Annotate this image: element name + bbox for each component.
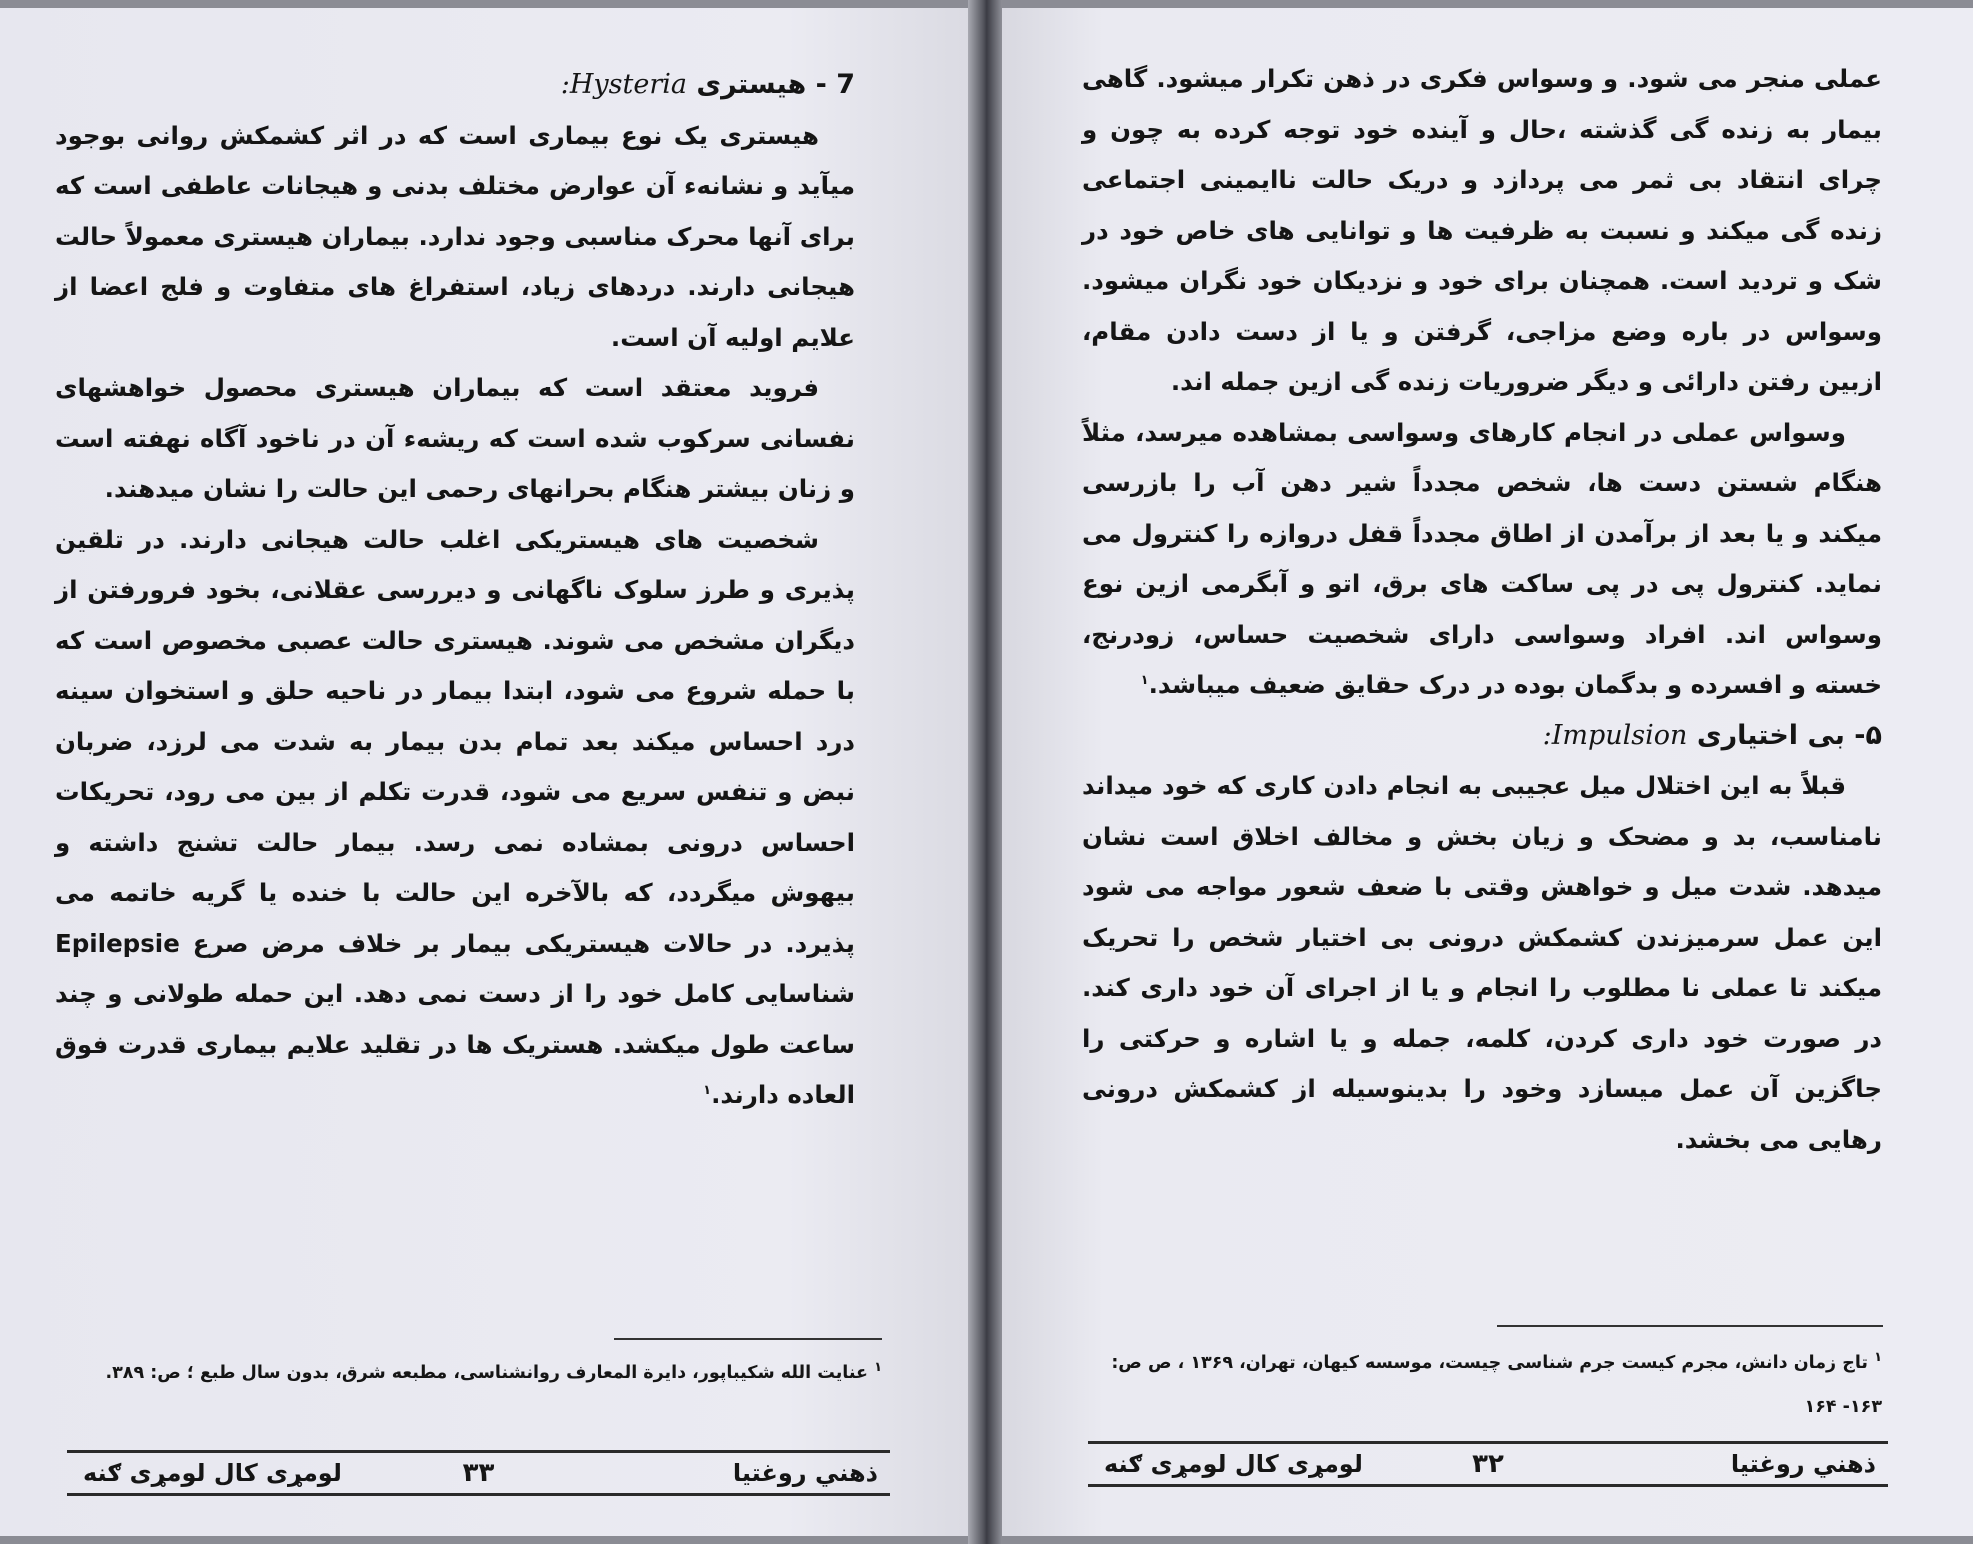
heading-english-term: Hysteria: xyxy=(560,69,687,100)
footer-journal-title: ذهني روغتيا xyxy=(732,1459,878,1487)
paragraph-text: وسواس عملی در انجام کارهای وسواسی بمشاهده میرسد، مثلاً هنگام شستن دست ها، شخص مجدداً شیر دهن آب را بازرسی میکند و یا بعد از برآمدن از اطاق مجدداً قفل دروازه را کنترول می نماید. کنترول پی در پی ساکت های برق، اتو و آبگرمی ازین نوع وسواس اند. افراد وسواسی دارای شخصیت حساس، زودرنج، خسته و افسرده و بدگمان بوده در درک حقایق ضعیف میباشد. xyxy=(1082,417,1882,699)
paragraph: قبلاً به این اختلال میل عجیبی به انجام دادن کاری که خود میداند نامناسب، بد و مضحک و زیان بخش و مخالف اخلاق است نشان میدهد. شدت میل و خواهش وقتی با ضعف شعور مواجه می شود این عمل سرمیزندن کشمکش درونی بی اختیار شخص را تحریک میکند تا عملی نا مطلوب را انجام و یا از اجرای آن خود داری کند. در صورت خود داری کردن، کلمه، جمله و یا اشاره و حرکتی را جاگزین آن عمل میسازد وخود را بدینوسیله از کشمکش درونی رهایی می بخشد. xyxy=(1082,771,1882,1154)
footnote-text: تاج زمان دانش، مجرم کیست جرم شناسی چیست، موسسه کیهان، تهران، ۱۳۶۹ ، ص ص: ۱۶۳- ۱۶۴ xyxy=(1111,1353,1882,1417)
footnote-reference: ۱ xyxy=(1140,672,1149,688)
page-number: ۳۲ xyxy=(1472,1449,1504,1479)
right-page-text-column xyxy=(1082,54,1882,1165)
paragraph xyxy=(1082,408,1882,711)
left-page xyxy=(0,8,985,1536)
section-heading-impulsion xyxy=(1082,711,1882,762)
heading-text: ۵- بی اختیاری xyxy=(1696,719,1882,751)
paragraph: عملی منجر می شود. و وسواس فکری در ذهن تکرار میشود. گاهی بیمار به زنده گی گذشته ،حال و آینده خود توجه کرده به چون و چرای انتقاد بی ثمر می پردازد و دریک حالت ناایمینی اجتماعی زنده گی میکند و نسبت به ظرفیت ها و توانایی های خاص خود در شک و تردید است. همچنان برای خود و نزدیکان خود نگران میشود. وسواس در باره وضع مزاجی، گرفتن و یا از دست دادن مقام، ازبین رفتن دارائی و دیگر ضروریات زنده گی ازین جمله اند. xyxy=(1082,64,1882,396)
heading-english-term: Impulsion: xyxy=(1542,719,1688,751)
left-page-text-column xyxy=(55,60,855,1121)
paragraph-text: شخصیت های هیستریکی اغلب حالت هیجانی دارند. در تلقین پذیری و طرز سلوک ناگهانی و دیررسی عقلانی، بخود فرورفتن از دیگران مشخص می شوند. هیستری حالت عصبی مخصوص است که با حمله شروع می شود، ابتدا بیمار در ناحیه حلق و استخوان سینه درد احساس میکند بعد تمام بدن بیمار به شدت می لرزد، ضربان نبض و تنفس سریع می شود، قدرت تکلم از بین می رود، تحریکات احساس درونی بمشاده نمی رسد. بیمار حالت تشنج داشته و بیهوش میگردد، که بالآخره این حالت با خنده یا گریه خاتمه می پذیرد. در حالات هیستریکی بیمار بر خلاف مرض صرع Epilepsie شناسایی کامل خود را از دست نمی دهد. این حمله طولانی و چند ساعت طول میکشد. هستریک ها در تقلید علایم بیماری قدرت فوق العاده دارند. xyxy=(55,524,855,1109)
paragraph: فروید معتقد است که بیماران هیستری محصول خواهشهای نفسانی سرکوب شده است که ریشهء آن در ناخود آگاه نهفته است و زنان بیشتر هنگام بحرانهای رحمی این حالت را نشان میدهند. xyxy=(55,373,855,503)
book-gutter xyxy=(968,0,1002,1544)
footnote-separator xyxy=(614,1338,882,1340)
right-page xyxy=(985,8,1973,1536)
footnote-marker: ۱ xyxy=(874,1360,882,1376)
heading-text: 7 - هیستری xyxy=(696,69,855,100)
page-footer xyxy=(1088,1441,1888,1487)
footnote xyxy=(1082,1341,1882,1429)
section-heading-hysteria xyxy=(55,60,855,111)
page-footer xyxy=(67,1450,890,1496)
footnote-marker: ۱ xyxy=(1874,1350,1882,1366)
footer-issue-label: لومړی کال لومړی ګنه xyxy=(1104,1450,1363,1478)
footer-issue-label: لومړی کال لومړی ګنه xyxy=(83,1459,342,1487)
paragraph xyxy=(55,515,855,1121)
footnote-separator xyxy=(1497,1325,1883,1327)
paragraph: هیستری یک نوع بیماری است که در اثر کشمکش روانی بوجود میآید و نشانهء آن عوارض مختلف بدنی و هیجانات عاطفی است که برای آنها محرک مناسبی وجود ندارد. بیماران هیستری معمولاً حالت هیجانی دارند. دردهای زیاد، استفراغ های متفاوت و فلج اعضا از علایم اولیه آن است. xyxy=(55,120,855,352)
footnote xyxy=(82,1351,882,1395)
footnote-text: عنایت الله شکیباپور، دایرة المعارف روانشناسی، مطبعه شرق، بدون سال طبع ؛ ص: ۳۸۹. xyxy=(105,1363,868,1383)
footnote-reference: ۱ xyxy=(703,1082,712,1098)
footer-journal-title: ذهني روغتيا xyxy=(1730,1450,1876,1478)
page-number: ۳۳ xyxy=(462,1458,495,1488)
